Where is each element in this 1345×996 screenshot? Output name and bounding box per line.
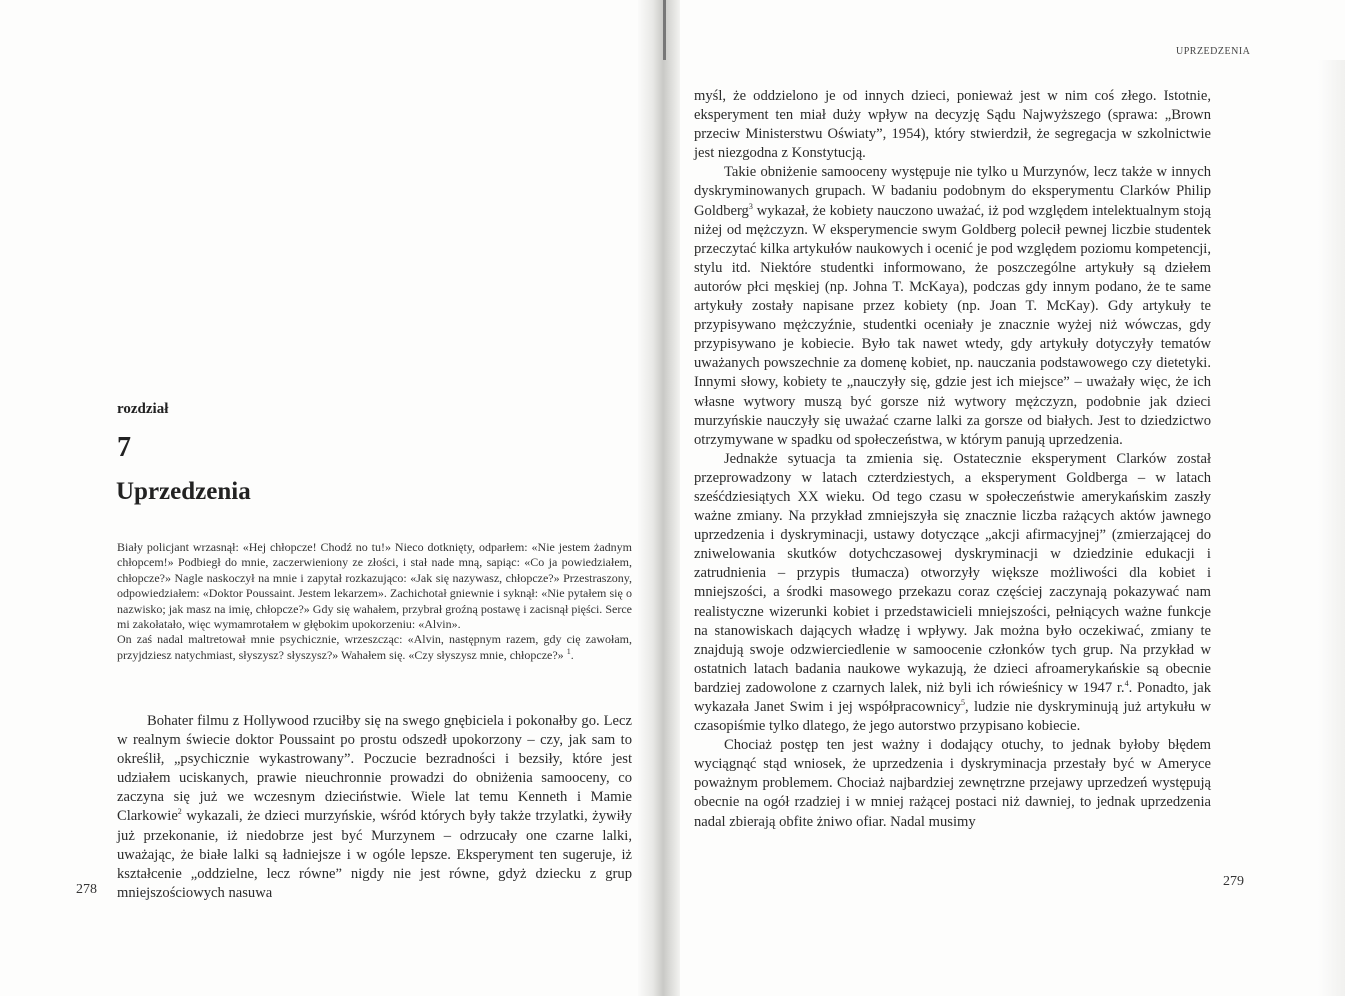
running-head: UPRZEDZENIA xyxy=(1176,46,1251,57)
epigraph-paragraph-2 xyxy=(117,632,632,663)
body-paragraph xyxy=(694,450,1211,736)
footnote-ref-4: 4 xyxy=(1124,679,1129,689)
chapter-number: 7 xyxy=(117,432,131,463)
footnote-ref-2: 2 xyxy=(177,807,182,817)
body-text: Jednakże sytuacja ta zmienia się. Ostatecznie eksperyment Clarków został przeprowadzony w latach czterdziestych, a eksperyment Goldberga – w latach sześćdziesiątych XX wieku. Od tego czasu w społeczeństwie amerykańskim zaszły ważne zmiany. Na przykład zmniejszyła się znacznie liczba rażących aktów jawnego uprzedzenia i dyskryminacji, ustawy dotyczące „akcji afirmacyjnej” (zmierzającej do zniwelowania skutków dotychczasowej dyskryminacji w dziedzinie edukacji i zatrudnienia – przypis tłumacza) otworzyły większe możliwości dla kobiet i mniejszości, a środki masowego przekazu coraz częściej zaczynają pokazywać nam realistyczne wizerunki kobiet i przedstawicieli mniejszości, pełniących ważne funkcje na stanowiskach dających władzę i wpływy. Jak można było oczekiwać, zmiany te znajdują swoje odzwierciedlenie w samoocenie członków tych grup. Na przykład w ostatnich latach badania naukowe wykazują, że dzieci afroamerykańskie są obecnie bardziej zadowolone z czarnych lalek, niż byli ich rówieśnicy w 1947 r. xyxy=(694,450,1211,696)
footnote-ref-3: 3 xyxy=(748,201,753,211)
chapter-label: rozdział xyxy=(117,401,169,417)
epigraph-paragraph-1: Biały policjant wrzasnął: «Hej chłopcze! Chodź no tu!» Nieco dotknięty, odparłem: «Nie jestem żadnym chłopcem!» Podbiegł do mnie, zaczerwieniony ze złości, i stał nade mną, sapiąc: «Co ja powiedziałem, chłopcze?» Nagle naskoczył na mnie i zapytał rozkazująco: «Jak się nazywasz, chłopcze?» Przestraszony, odpowiedziałem: «Doktor Poussaint. Jestem lekarzem». Zachichotał gniewnie i syknął: «Nie pytałem się o nazwisko; jak masz na imię, chłopcze?» Gdy się wahałem, przybrał groźną postawę i zacisnął pięści. Serce mi zakołatało, więc wymamrotałem w głębokim upokorzeniu: «Alvin». xyxy=(117,540,632,632)
body-text: wykazał, że kobiety nauczono uważać, iż pod względem intelektualnym stoją niżej od mężczyzn. W eksperymencie swym Goldberg polecił pewnej liczbie studentek przeczytać kilka artykułów naukowych i ocenić je pod względem poziomu kompetencji, stylu itd. Niektóre studentki informowano, że poszczególne artykuły są dziełem autorów płci męskiej (np. Johna T. McKaya), podczas gdy innym podano, że te same artykuły zostały napisane przez kobiety (np. Joan T. McKay). Gdy artykuły te przypisywano mężczyźnie, studentki oceniały je znacznie wyżej niż wówczas, gdy przypisywano je kobiecie. Było tak nawet wtedy, gdy artykuły dotyczyły tematów uważanych powszechnie za domenę kobiet, np. nauczania podstawowego czy dietetyki. Innymi słowy, kobiety te „nauczyły się, gdzie jest ich miejsce” – uważały więc, że ich własne wytwory muszą być gorsze niż wytwory mężczyzn, podobnie jak dzieci murzyńskie nauczyły się uważać czarne lalki za gorsze od białych. Jest to dziedzictwo otrzymywane w spadku od społeczeństwa, w którym panują uprzedzenia. xyxy=(694,202,1211,448)
page-number-left: 278 xyxy=(76,882,97,897)
left-body-text xyxy=(117,712,632,903)
body-paragraph xyxy=(117,712,632,903)
body-paragraph: myśl, że oddzielono je od innych dzieci, ponieważ jest w nim coś złego. Istotnie, eksperyment ten miał duży wpływ na decyzję Sądu Najwyższego (sprawa: „Brown przeciw Ministerstwu Oświaty”, 1954), który stwierdził, że segregacja w szkolnictwie jest niezgodna z Konstytucją. xyxy=(694,88,1211,162)
body-text: Bohater filmu z Hollywood rzuciłby się na swego gnębiciela i pokonałby go. Lecz w realnym świecie doktor Poussaint po prostu odszedł upokorzony – czy, jak sam to określił, „psychicznie wykastrowany”. Poczucie bezradności i bezsiły, które jest udziałem uciskanych, prawie nieuchronnie prowadzi do obniżenia samooceny, co zaczyna się już we wczesnym dzieciństwie. Wiele lat temu Kenneth i Mamie Clarkowie xyxy=(117,713,632,825)
page-edge xyxy=(1318,60,1345,996)
epigraph xyxy=(117,540,632,663)
right-body-text xyxy=(694,87,1211,832)
book-gutter xyxy=(638,0,680,996)
epigraph-text: On zaś nadal maltretował mnie psychicznie, wrzeszcząc: «Alvin, następnym razem, gdy cię zawołam, przyjdziesz natychmiast, słyszysz? słyszysz?» Wahałem się. «Czy słyszysz mnie, chłopcze?» xyxy=(117,632,632,662)
page-number-right: 279 xyxy=(1223,874,1244,889)
chapter-title: Uprzedzenia xyxy=(116,478,251,505)
body-text: , ludzie nie dyskryminują już artykułu w czasopiśmie tylko dlatego, że jego autorstwo przypisano kobiecie. xyxy=(694,699,1211,735)
gutter-shadow-line xyxy=(663,0,666,60)
body-paragraph xyxy=(694,163,1211,449)
body-text: Takie obniżenie samooceny występuje nie tylko u Murzynów, lecz także w innych dyskryminowanych grupach. W badaniu podobnym do eksperymentu Clarków Philip Goldberg xyxy=(694,164,1211,219)
footnote-ref-1: 1 xyxy=(566,646,571,656)
epigraph-end: . xyxy=(570,647,574,662)
body-paragraph: Chociaż postęp ten jest ważny i dodający otuchy, to jednak byłoby błędem wyciągnąć stąd wniosek, że uprzedzenia i dyskryminacja przestały być w Ameryce poważnym problemem. Chociaż najbardziej zewnętrzne przejawy uprzedzeń występują obecnie na ogół rzadziej i w mniej rażącej postaci niż dawniej, to jednak uprzedzenia nadal zbierają obfite żniwo ofiar. Nadal musimy xyxy=(694,737,1211,830)
footnote-ref-5: 5 xyxy=(961,698,966,708)
body-text: wykazali, że dzieci murzyńskie, wśród których były także trzylatki, żywiły już przekonanie, iż niedobrze jest być Murzynem – odrzucały one czarne lalki, uważając, że białe lalki są ładniejsze i w ogóle lepsze. Eksperyment ten sugeruje, iż kształcenie „oddzielne, lecz równe” nigdy nie jest równe, gdyż dziecku z grup mniejszościowych nasuwa xyxy=(117,808,632,901)
body-text: . Ponadto, jak wykazała Janet Swim i jej współpracownicy xyxy=(694,679,1211,715)
